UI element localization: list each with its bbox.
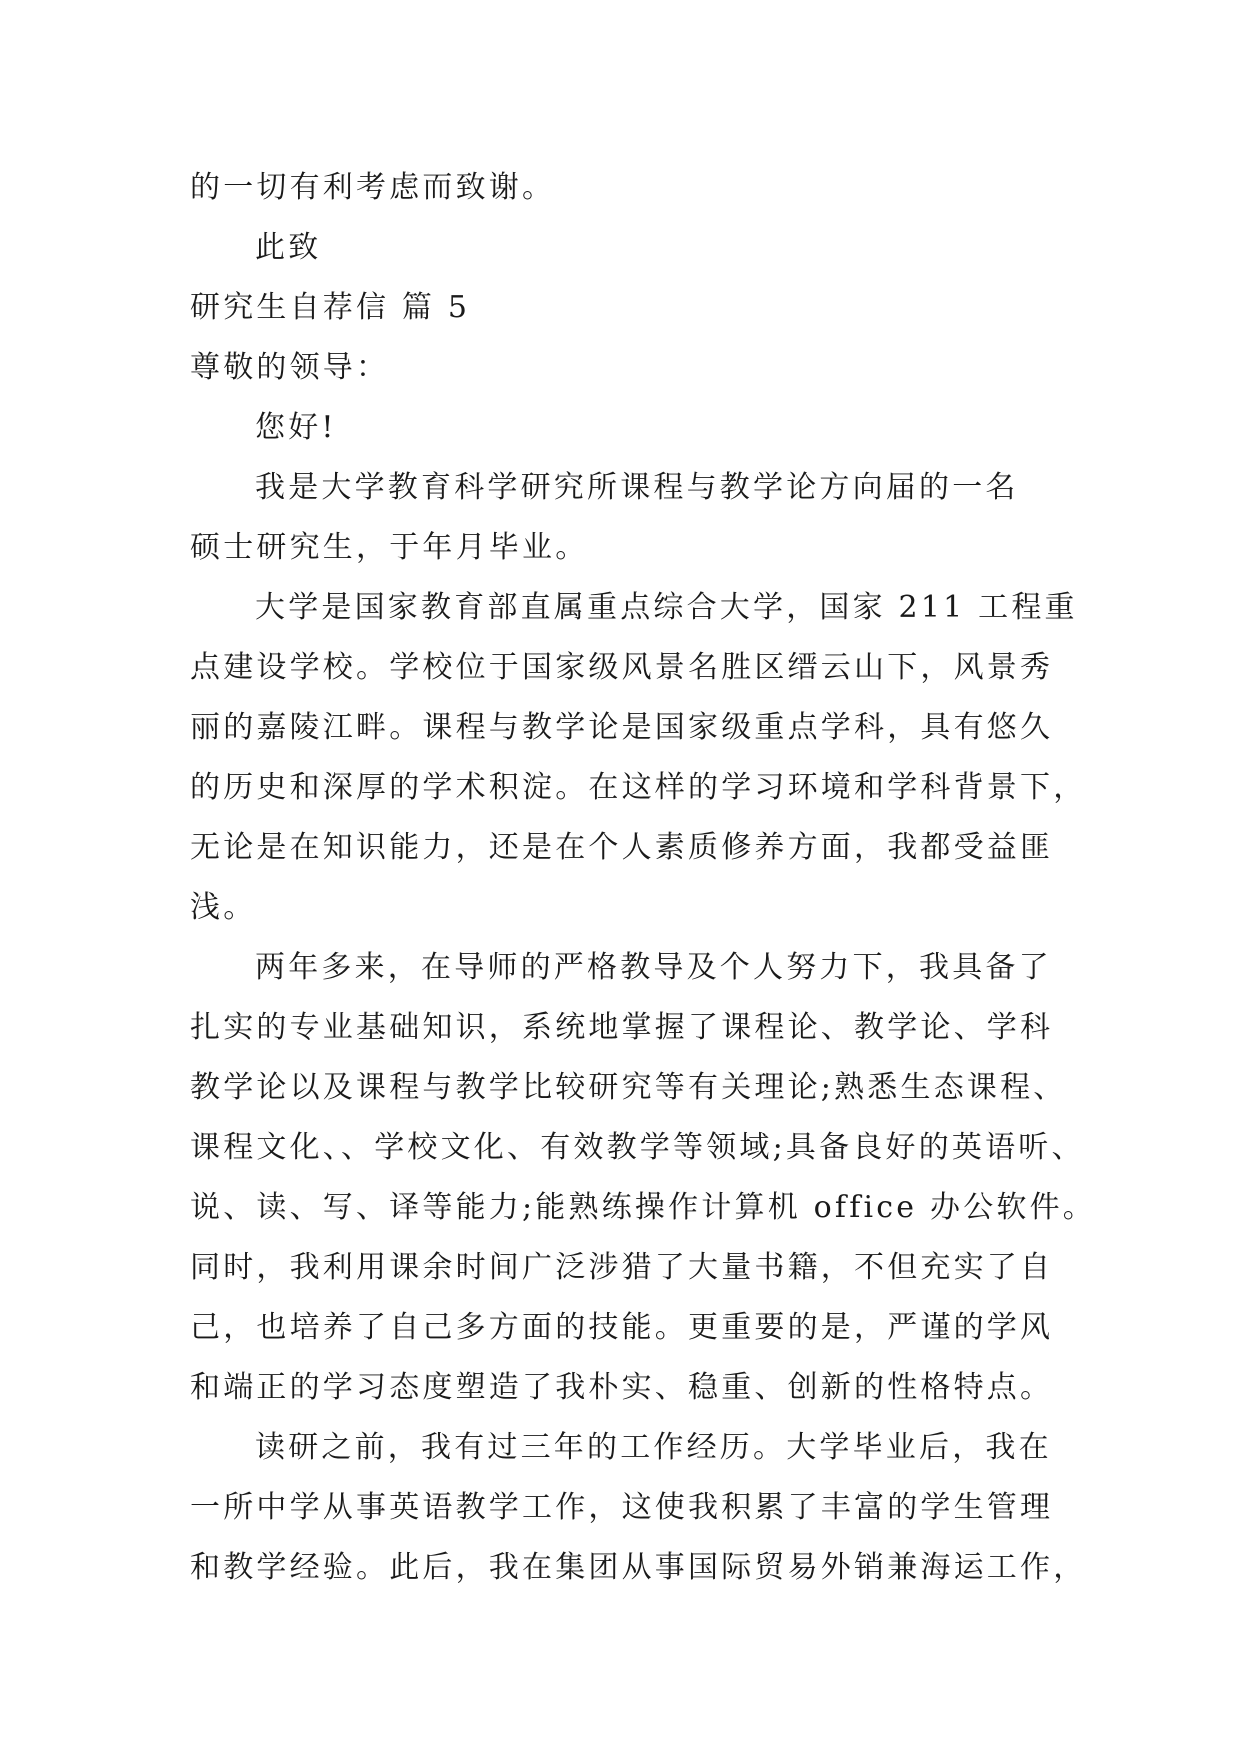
text-line: 两年多来，在导师的严格教导及个人努力下，我具备了	[255, 950, 1052, 985]
text-line: 己，也培养了自己多方面的技能。更重要的是，严谨的学风	[190, 1310, 1054, 1345]
closing-salutation: 此致	[255, 230, 322, 265]
text-line: 读研之前，我有过三年的工作经历。大学毕业后，我在	[255, 1430, 1052, 1465]
text-line: 和端正的学习态度塑造了我朴实、稳重、创新的性格特点。	[190, 1370, 1054, 1405]
text-line: 教学论以及课程与教学比较研究等有关理论;熟悉生态课程、	[190, 1070, 1067, 1105]
section-heading: 研究生自荐信 篇 5	[190, 290, 471, 325]
text-line: 我是大学教育科学研究所课程与教学论方向届的一名	[255, 470, 1019, 505]
text-line: 和教学经验。此后，我在集团从事国际贸易外销兼海运工作，	[190, 1550, 1087, 1585]
greeting-line: 尊敬的领导：	[190, 350, 390, 385]
text-line: 课程文化、、学校文化、有效教学等领域;具备良好的英语听、	[190, 1130, 1085, 1165]
text-line: 说、读、写、译等能力;能熟练操作计算机 office 办公软件。	[190, 1190, 1096, 1225]
text-line: 大学是国家教育部直属重点综合大学，国家 211 工程重	[255, 590, 1078, 625]
text-line: 一所中学从事英语教学工作，这使我积累了丰富的学生管理	[190, 1490, 1054, 1525]
text-line: 的一切有利考虑而致谢。	[190, 170, 556, 205]
text-line: 扎实的专业基础知识，系统地掌握了课程论、教学论、学科	[190, 1010, 1054, 1045]
text-line: 同时，我利用课余时间广泛涉猎了大量书籍，不但充实了自	[190, 1250, 1054, 1285]
text-line: 无论是在知识能力，还是在个人素质修养方面，我都受益匪	[190, 830, 1054, 865]
text-line: 点建设学校。学校位于国家级风景名胜区缙云山下，风景秀	[190, 650, 1054, 685]
text-line: 硕士研究生，于年月毕业。	[190, 530, 589, 565]
text-line: 丽的嘉陵江畔。课程与教学论是国家级重点学科，具有悠久	[190, 710, 1054, 745]
text-line: 的历史和深厚的学术积淀。在这样的学习环境和学科背景下，	[190, 770, 1087, 805]
greeting-hello: 您好!	[255, 410, 337, 445]
text-line: 浅。	[190, 890, 257, 925]
